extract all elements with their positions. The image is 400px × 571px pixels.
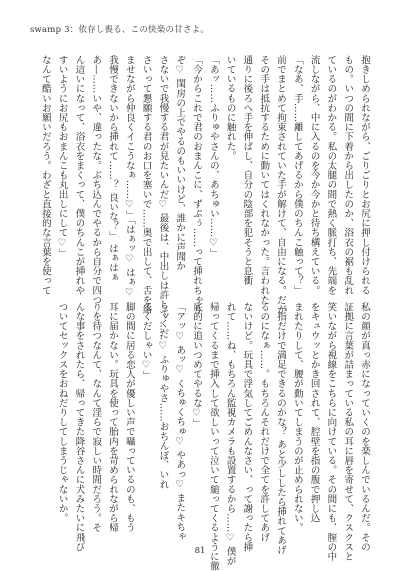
text-column: うッ……♡ ふりゅやさ……おちんぽ、いれ <box>157 302 169 490</box>
text-column: すいようにお尻もおまんこも丸出しにして♡」 <box>56 55 68 259</box>
text-column: ませながら仲良くイこうなぁ……♡」「はぁッ♡ はぁ♡ <box>123 55 135 298</box>
text-column: さいって懇願する君のお口を塞いで……奥で出して、舌を絡 <box>140 55 152 315</box>
page-number: 81 <box>194 546 206 556</box>
text-column: 帰ってくるまで挿入して欲しいって泣いて縋ってくるように徹 <box>207 302 219 571</box>
text-column: 耳に届かない。玩具を使って胎内を苛められながら帰 <box>107 302 119 533</box>
text-column: 「今からこれで君のおまんこに、ずぶぅ……って挿れちゃう <box>191 55 203 315</box>
text-column: 笑いながら視線をこちらに向けている。その間にも、膣の中 <box>325 302 337 562</box>
text-column: 流しながら、中に入るのを今か今かと待ち構えている。 <box>308 55 320 295</box>
text-column: ないけど。玩具で浮気してごめんなさい、って謝ったら挿 <box>241 302 253 552</box>
text-column: 「アッ♡ あッ♡ くちゅくちゅ♡ やあっ♡ またキちゃ <box>174 302 186 542</box>
text-column: 抱きしめられながら、ごりごりとお尻に押し付けられる <box>359 55 370 295</box>
text-column: まれたりして、腰が動いてしまうのが止められない。 <box>291 302 303 533</box>
text-column: 底的に追いつめてやるな♡」 <box>191 302 203 429</box>
text-column: あ―……いや、違ったな。ぶち込んでやるから自分で四つ <box>90 55 102 305</box>
text-column: その手は抵抗するために動いてはくれなかった。言われた <box>258 55 270 305</box>
upper-text-tier <box>36 55 372 339</box>
text-column: るのになぁ……。もちろんそれだけで全てを許してあげ <box>258 302 270 542</box>
text-column: りを待つなんて、なんて淫らで寂しい時間だろう。そ <box>90 302 102 533</box>
text-column: 我慢できないから挿れて……？ 良いな？」 はぁはぁ <box>107 55 119 283</box>
text-column: もの。いつの間に下着から出したのか、浴衣の裾も乱れ <box>342 55 354 295</box>
text-column: 「なあ、手……離してあげるから僕のちんこ触って？」 <box>291 55 303 295</box>
text-column: 証拠に言葉が詰まっている私の耳に唇を寄せて、クスクスと <box>342 302 354 562</box>
text-column: ているのがわかる。私の太腿の間で熱く脈打ち、先端を <box>325 55 337 295</box>
text-column: れて……ね、もちろん監視カメラも設置するから……♡ 僕が <box>224 302 236 566</box>
running-header: swamp 3：依存し喪る、この快楽の甘さよ。 <box>30 25 209 35</box>
text-column: さないで我慢する君が見たいんだ♡ 最後は、中出しは許してくだ <box>157 55 169 339</box>
text-column: 通りに後ろへ手を伸ばし、自分の陰部を犯そうと息衝 <box>241 55 253 286</box>
text-column: をキュウッとかき回されて、腔壁を指の腹で押し込 <box>308 302 320 523</box>
text-column: ん這いになって、浴衣をまくって、僕のちんこが挿れや <box>73 55 85 295</box>
text-column: ついてセックスをおねだりしてしまうじゃないか。 <box>56 302 68 523</box>
text-column: なんて酷いお願いだろう。わざと直接的な言葉を使って <box>39 55 51 295</box>
text-column: 「あッ……ふりゅやさんの、あちゅい……♡」 <box>207 55 219 259</box>
text-column: 「指だけで満足できるのかな？ あと少ししたら挿れてあげ <box>275 302 287 555</box>
text-column: 脚の間に居る恋人が優しい声で囁っているのも、もう <box>123 302 135 533</box>
text-column: んな事をされたら、帰ってきた降谷さんに犬みたいに飛び <box>73 302 85 552</box>
text-column: ぞ♡ 閨房の上でやるのもいいけど、誰かに声聞か <box>174 55 186 271</box>
text-column: 私の顔が真っ赤になっていくのを楽しんでいるんだ。その <box>359 302 370 552</box>
text-column: てくだしゃい♡」 <box>140 302 152 381</box>
text-column: 前でまとめて拘束されていた手が解けて、自由になる。だが <box>275 55 287 315</box>
text-column: いているものに触れた。 <box>224 55 236 161</box>
